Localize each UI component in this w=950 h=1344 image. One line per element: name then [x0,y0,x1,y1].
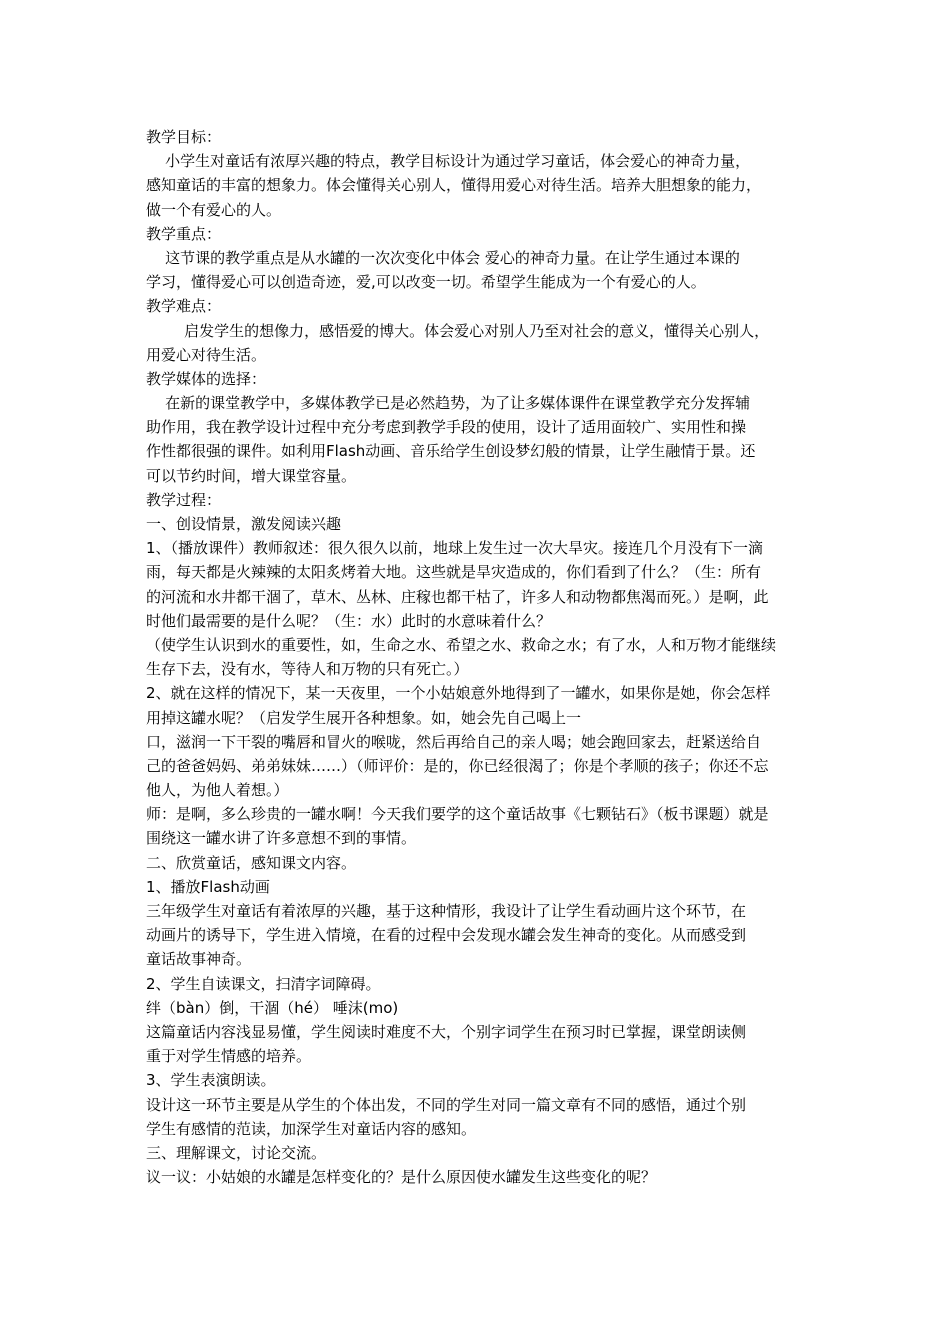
text-line: 小学生对童话有浓厚兴趣的特点，教学目标设计为通过学习童话，体会爱心的神奇力量， [146,152,751,171]
section-heading: 二、欣赏童话，感知课文内容。 [146,853,357,872]
text-line: 雨，每天都是火辣辣的太阳炙烤着大地。这些就是旱灾造成的，你们看到了什么？（生：所有 [146,563,762,582]
text-line: 用掉这罐水呢？（启发学生展开各种想象。如，她会先自己喝上一 [146,708,582,727]
text-line: 感知童话的丰富的想象力。体会懂得关心别人，懂得用爱心对待生活。培养大胆想象的能力， [146,176,762,195]
text-line: 生存下去，没有水，等待人和万物的只有死亡。） [146,660,469,679]
heading-teaching-focus: 教学重点： [146,224,222,243]
heading-teaching-goals: 教学目标： [146,128,222,146]
text-line: 2、就在这样的情况下，某一天夜里，一个小姑娘意外地得到了一罐水，如果你是她，你会怎样 [146,684,771,703]
subsection-heading: 1、播放Flash动画 [146,877,270,896]
text-line: 己的爸爸妈妈、弟弟妹妹……）（师评价：是的，你已经很渴了；你是个孝顺的孩子；你还不忘 [146,756,769,775]
text-line: 可以节约时间，增大课堂容量。 [146,466,357,485]
text-line: 口，滋润一下干裂的嘴唇和冒火的喉咙，然后再给自己的亲人喝；她会跑回家去，赶紧送给自 [146,732,762,751]
text-line: （使学生认识到水的重要性，如，生命之水、希望之水、救命之水；有了水，人和万物才能继续 [146,635,777,654]
section-heading: 三、理解课文，讨论交流。 [146,1143,327,1162]
text-line: 师：是啊，多么珍贵的一罐水啊！今天我们要学的这个童话故事《七颗钻石》（板书课题）就是 [146,805,769,824]
vocabulary-line: 绊（bàn）倒，干涸（hé） 唾沫(mo) [146,998,399,1017]
text-line: 助作用，我在教学设计过程中充分考虑到教学手段的使用，设计了适用面较广、实用性和操 [146,418,747,437]
text-line: 启发学生的想像力，感悟爱的博大。体会爱心对别人乃至对社会的意义，懂得关心别人， [146,321,770,340]
text-line: 学习，懂得爱心可以创造奇迹，爱,可以改变一切。希望学生能成为一个有爱心的人。 [146,273,706,292]
text-line: 动画片的诱导下，学生进入情境，在看的过程中会发现水罐会发生神奇的变化。从而感受到 [146,926,747,945]
heading-teaching-difficulty: 教学难点： [146,297,222,316]
text-line: 学生有感情的范读，加深学生对童话内容的感知。 [146,1119,477,1138]
text-line: 三年级学生对童话有着浓厚的兴趣，基于这种情形，我设计了让学生看动画片这个环节，在 [146,902,747,920]
text-line: 这篇童话内容浅显易懂，学生阅读时难度不大，个别字词学生在预习时已掌握，课堂朗读侧 [146,1022,747,1041]
text-line: 的河流和水井都干涸了，草木、丛林、庄稼也都干枯了，许多人和动物都焦渴而死。）是啊，此 [146,587,769,606]
text-line: 作性都很强的课件。如利用Flash动画、音乐给学生创设梦幻般的情景，让学生融情于景。还 [146,442,756,461]
text-line: 围绕这一罐水讲了许多意想不到的事情。 [146,829,417,848]
text-line: 他人，为他人着想。） [146,781,289,800]
text-line: 用爱心对待生活。 [146,345,267,364]
text-line: 议一议：小姑娘的水罐是怎样变化的？是什么原因使水罐发生这些变化的呢？ [146,1168,657,1187]
text-line: 在新的课堂教学中，多媒体教学已是必然趋势，为了让多媒体课件在课堂教学充分发挥辅 [146,394,751,413]
text-line: 这节课的教学重点是从水罐的一次次变化中体会 爱心的神奇力量。在让学生通过本课的 [146,248,740,267]
heading-teaching-process: 教学过程： [146,490,222,509]
subsection-heading: 2、学生自读课文，扫清字词障碍。 [146,974,381,993]
text-line: 做一个有爱心的人。 [146,200,282,219]
document-body [146,125,810,1189]
section-heading: 一、创设情景，激发阅读兴趣 [146,515,342,533]
text-line: 重于对学生情感的培养。 [146,1047,312,1066]
text-line: 1、（播放课件）教师叙述：很久很久以前，地球上发生过一次大旱灾。接连几个月没有下一滴 [146,539,764,558]
text-line: 童话故事神奇。 [146,950,252,969]
text-line: 时他们最需要的是什么呢？（生：水）此时的水意味着什么？ [146,611,552,630]
heading-media-choice: 教学媒体的选择： [146,369,267,388]
subsection-heading: 3、学生表演朗读。 [146,1071,276,1090]
text-line: 设计这一环节主要是从学生的个体出发，不同的学生对同一篇文章有不同的感悟，通过个别 [146,1095,747,1114]
